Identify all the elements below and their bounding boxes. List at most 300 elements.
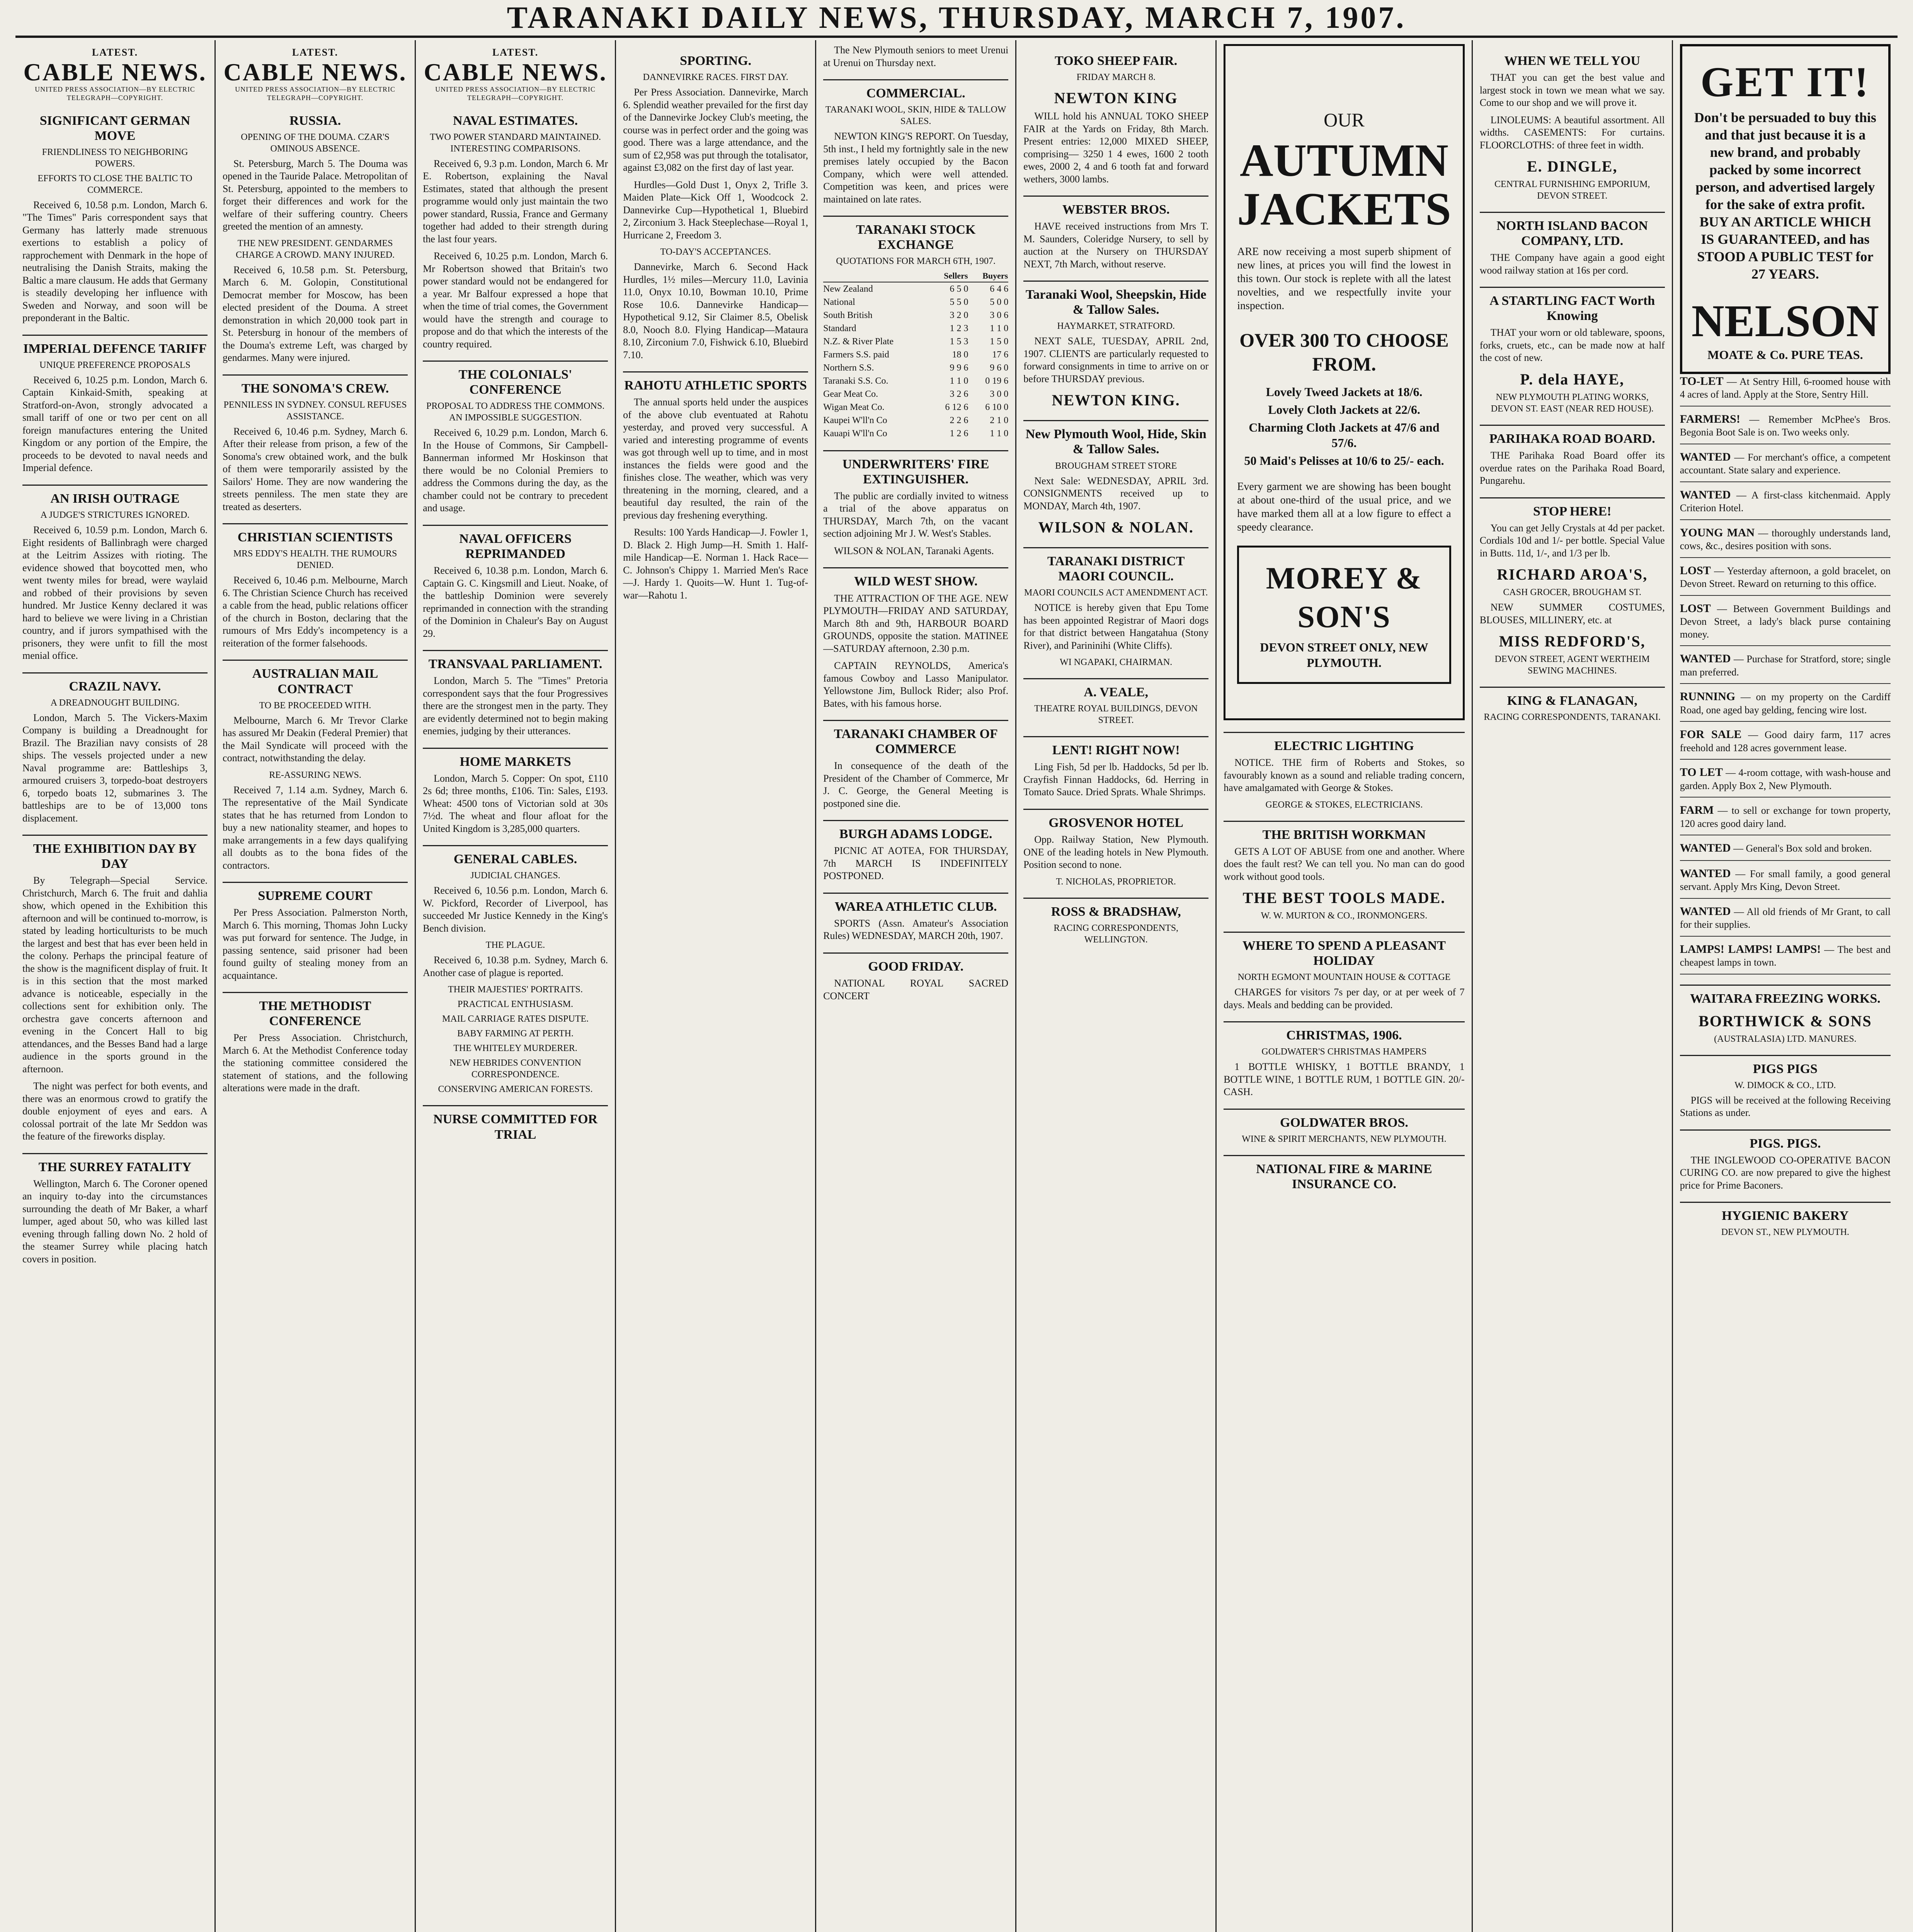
subheading: DEVON ST., NEW PLYMOUTH. (1721, 1227, 1850, 1238)
article-text: Received 6, 10.58 p.m. St. Petersburg, March 6. M. Golopin, Constitutional Democrat member for Moscow, has been elected president of the Douma. A street demonstration in which 20,000 took part in St. Petersburg in honour of the members of the Douma's extreme Left, was charged by gendarmes. Many were injured. (223, 264, 408, 364)
article-text: St. Petersburg, March 5. The Douma was opened in the Tauride Palace. Metropolitan of St. Petersburg, appointed to the members to forget their differences and work for the welfare of their suffering country. Cheers greeted the mention of an amnesty. (223, 158, 408, 232)
subheading: TO-DAY'S ACCEPTANCES. (660, 247, 771, 257)
headline: AN IRISH OUTRAGE (22, 485, 208, 506)
article-text: Received 7, 1.14 a.m. Sydney, March 6. The representative of the Mail Syndicate states that he has returned from London to buy a new nationality steamer, and hopes to make arrangements in a few days qualifying all doubts as to the bona fides of the contractors. (223, 784, 408, 871)
advert-text: NOTICE is hereby given that Epu Tome has been appointed Registrar of Maori dogs for that district between Hangatahua (Stony River), and Parininihi (White Cliffs). (1023, 602, 1209, 651)
article-text: Received 6, 10.46 p.m. Melbourne, March 6. The Christian Science Church has received a cable from the head, public relations officer of the church in Boston, declaring that the rumours of Mrs Eddy's incompetency is a reiteration of the former falsehoods. (223, 575, 408, 649)
classified-ad-title: TO-LET (1680, 374, 1724, 388)
advert-text: PIGS will be received at the following Receiving Stations as under. (1680, 1094, 1891, 1119)
article-text: Received 6, 10.29 p.m. London, March 6. In the House of Commons, Sir Campbell-Bannerman informed Mr Hoskinson that there would be no Colonial Premiers to address the Commons during the day, as the chamber could not be contrary to precedent and usage. (423, 427, 608, 514)
subheading: THE WHITELEY MURDERER. (453, 1043, 577, 1054)
advert-text: WILL hold his ANNUAL TOKO SHEEP FAIR at the Yards on Friday, 8th March. Present entries: 12,000 MIXED SHEEP, comprising— 3250 1 4 ewes, 1600 2 tooth ewes, 2000 2, 4 and 6 tooth fat and forward wethers, 3000 lambs. (1023, 111, 1209, 185)
article-text: Wellington, March 6. The Coroner opened an inquiry to-day into the circumstances surrounding the death of Mr Baker, a wharf lumper, aged about 50, who was killed last evening through falling down No. 2 hold of the steamer Surrey while placing hatch covers in position. (22, 1178, 208, 1265)
headline: CHRISTIAN SCIENTISTS (223, 523, 408, 545)
advert-text: LINOLEUMS: A beautiful assortment. All widths. CASEMENTS: For curtains. FLOORCLOTHS: of three feet in width. (1479, 114, 1665, 151)
advert-text: 1 BOTTLE WHISKY, 1 BOTTLE BRANDY, 1 BOTTLE WINE, 1 BOTTLE RUM, 1 BOTTLE GIN. 20/- CASH. (1224, 1061, 1465, 1098)
headline: WHERE TO SPEND A PLEASANT HOLIDAY (1224, 932, 1464, 968)
advert-text: ARE now receiving a most superb shipment of new lines, at prices you will find the lowest in this town. Our stock is replete with all the latest novelties, and we respectfully invite your inspection. (1237, 245, 1451, 312)
headline: GROSVENOR HOTEL (1023, 809, 1208, 830)
table-cell: 9 6 0 (990, 362, 1009, 373)
advert-text: Don't be persuaded to buy this and that just because it is a new brand, and probably packed by some incorrect person, and advertised largely for the sake of extra profit. (1694, 109, 1876, 212)
brand-name: MOREY & SON'S (1266, 561, 1423, 634)
subheading: TWO POWER STANDARD MAINTAINED. INTERESTING COMPARISONS. (430, 132, 601, 154)
autumn-jackets-advert (1224, 44, 1464, 720)
headline: THE COLONIALS' CONFERENCE (423, 361, 608, 397)
advert-text: Next Sale: WEDNESDAY, APRIL 3rd. CONSIGNMENTS received up to MONDAY, March 4th, 1907. (1023, 475, 1209, 512)
table-cell: 1 5 3 (950, 336, 968, 347)
headline: WAITARA FREEZING WORKS. (1680, 985, 1891, 1006)
table-row (823, 348, 1008, 361)
classified-ad-text: At Sentry Hill, 6-roomed house with 4 acres of land. Apply at the Store, Sentry Hill. (1680, 376, 1891, 400)
subheading: PROPOSAL TO ADDRESS THE COMMONS. AN IMPOSSIBLE SUGGESTION. (426, 401, 605, 423)
classified-ad-text: A first-class kitchenmaid. Apply Criterion Hotel. (1680, 489, 1891, 514)
table-cell: 1 2 6 (950, 428, 968, 439)
headline: NAVAL OFFICERS REPRIMANDED (423, 525, 608, 561)
subheading: NEW PLYMOUTH PLATING WORKS, DEVON ST. EAST (NEAR RED HOUSE). (1491, 392, 1654, 414)
advert-over: OVER 300 TO CHOOSE FROM. (1239, 329, 1449, 375)
table-cell: 3 0 6 (990, 310, 1009, 320)
table-cell: Northern S.S. (823, 362, 874, 373)
subheading: THEATRE ROYAL BUILDINGS, DEVON STREET. (1034, 704, 1198, 726)
subheading: MAIL CARRIAGE RATES DISPUTE. (442, 1014, 589, 1024)
article-text: THE ATTRACTION OF THE AGE. NEW PLYMOUTH—FRIDAY AND SATURDAY, March 8th and 9th, HARBOUR BOARD GROUNDS, opposite the station. MATINEE—SATURDAY afternoon, 2.30 p.m. (823, 592, 1009, 654)
subheading: WI NGAPAKI, CHAIRMAN. (1060, 657, 1173, 668)
headline: IMPERIAL DEFENCE TARIFF (22, 335, 208, 356)
subheading: BROUGHAM STREET STORE (1055, 461, 1177, 471)
subheading: RACING CORRESPONDENTS, TARANAKI. (1484, 712, 1661, 723)
classified-ad-title: FOR SALE (1680, 728, 1742, 741)
subheading: PRACTICAL ENTHUSIASM. (458, 999, 574, 1010)
table-cell: Gear Meat Co. (823, 389, 878, 399)
table-row (823, 414, 1008, 427)
advert-text: NOTICE. THE firm of Roberts and Stokes, so favourably known as a sound and reliable trading concern, have amalgamated with George & Stokes. (1224, 757, 1465, 794)
article-text: Received 6, 10.58 p.m. London, March 6. "The Times" Paris correspondent says that Germany has latterly made strenuous exertions to establish a policy of rapprochement with Denmark in the hope of neutralising the Danish Straits, making the Baltic a mare clausum. He adds that Germany is steadily developing her influence with Sweden and Norway, and soon will be preponderant in the Baltic. (22, 199, 208, 324)
column-4 (616, 40, 816, 1932)
classified-ad: LOST — Between Government Buildings and Devon Street, a lady's black purse containing money. (1680, 601, 1891, 646)
subheading: FRIENDLINESS TO NEIGHBORING POWERS. (42, 147, 188, 169)
headline: GOLDWATER BROS. (1224, 1109, 1464, 1130)
headline: GENERAL CABLES. (423, 845, 608, 867)
headline: PIGS PIGS (1680, 1055, 1891, 1077)
headline: NATIONAL FIRE & MARINE INSURANCE CO. (1224, 1155, 1464, 1192)
article-text: London, March 5. Copper: On spot, £110 2s 6d; three months, £106. Tin: Sales, £193. Wheat: 4500 tons of Victorian sold at 30s 7½d. The wheat and flour afloat for the United Kingdom is 3,285,000 quarters. (423, 772, 608, 834)
table-row (823, 388, 1008, 401)
article-text: SPORTS (Assn. Amateur's Association Rules) WEDNESDAY, MARCH 20th, 1907. (823, 917, 1009, 942)
table-cell: 17 6 (992, 349, 1009, 360)
table-cell: 18 0 (952, 349, 968, 360)
table-cell: 2 1 0 (990, 415, 1009, 425)
advert-text: Ling Fish, 5d per lb. Haddocks, 5d per lb. Crayfish Finnan Haddocks, 6d. Herring in Tomato Sauce. Dried Sprats. Whale Shrimps. (1023, 761, 1209, 798)
subheading: QUOTATIONS FOR MARCH 6TH, 1907. (836, 256, 996, 267)
table-row (823, 374, 1008, 388)
classified-ad: WANTED — A first-class kitchenmaid. Apply Criterion Hotel. (1680, 488, 1891, 520)
table-row (823, 296, 1008, 309)
classified-ad: LAMPS! LAMPS! LAMPS! — The best and cheapest lamps in town. (1680, 942, 1891, 975)
article-text: Hurdles—Gold Dust 1, Onyx 2, Trifle 3. Maiden Plate—Kick Off 1, Woodcock 2. Dannevirke Cup—Hypothetical 1, Bluebird 2, Zirconium 3. Hack Steeplechase—Royal 1, Hurricane 2, Freedom 3. (623, 179, 808, 241)
advert-list-item: 50 Maid's Pelisses at 10/6 to 25/- each. (1244, 453, 1444, 468)
classified-ad-title: FARM (1680, 804, 1714, 816)
advertiser-name: MISS REDFORD'S, (1499, 633, 1646, 650)
headline: SUPREME COURT (223, 882, 408, 903)
subheading: MAORI COUNCILS ACT AMENDMENT ACT. (1024, 588, 1208, 598)
subheading: A JUDGE'S STRICTURES IGNORED. (40, 510, 190, 520)
headline: THE BRITISH WORKMAN (1224, 821, 1464, 842)
article-text: The public are cordially invited to witness a trial of the above apparatus on THURSDAY, March 7th, on the vacant section adjoining Mr J. W. West's Stables. (823, 490, 1009, 539)
table-cell: Farmers S.S. paid (823, 349, 889, 360)
table-row (823, 282, 1008, 296)
advert-text: THAT your worn or old tableware, spoons, forks, cruets, etc., can be made now at half the cost of new. (1479, 327, 1665, 364)
subheading: T. NICHOLAS, PROPRIETOR. (1056, 876, 1176, 887)
table-row (823, 401, 1008, 414)
table-cell: 6 12 6 (945, 402, 968, 412)
article-text: NEWTON KING'S REPORT. On Tuesday, 5th inst., I held my fortnightly sale in the new premises lately occupied by the Bacon Company, which were well attended. Competition was keen, and prices were maintained on late rates. (823, 131, 1009, 205)
classified-ad-title: WANTED (1680, 867, 1731, 880)
cable-latest: LATEST. (92, 47, 138, 58)
article-text: Per Press Association. Dannevirke, March 6. Splendid weather prevailed for the first day of the Dannevirke Jockey Club's meeting, the course was in perfect order and the going was good. There was a large attendance, and the sum of £2,958 was put through the totalisator, against £3,082 on the first day of last year. (623, 87, 808, 173)
headline: CRAZIL NAVY. (22, 672, 208, 694)
article-text: Received 6, 10.46 p.m. Sydney, March 6. After their release from prison, a few of the Sonoma's crew obtained work, and the bulk of them were temporarily assisted by the Sailors' Home. They are now wandering the streets penniless. The men state they are treated as deserters. (223, 425, 408, 512)
headline: NAVAL ESTIMATES. (453, 113, 578, 128)
classified-ad-title: YOUNG MAN (1680, 526, 1755, 539)
table-cell: South British (823, 310, 873, 320)
headline: HYGIENIC BAKERY (1680, 1202, 1891, 1223)
advert-list-item: Lovely Tweed Jackets at 18/6. (1266, 384, 1423, 399)
stock-quotations-table (823, 270, 1008, 440)
classified-ad-text: Remember McPhee's Bros. Begonia Boot Sale is on. Two weeks only. (1680, 413, 1891, 438)
subheading: CONSERVING AMERICAN FORESTS. (438, 1084, 593, 1095)
column-9 (1673, 40, 1898, 1932)
classified-ad-title: WANTED (1680, 842, 1731, 854)
headline: WHEN WE TELL YOU (1504, 54, 1641, 68)
table-body (823, 282, 1008, 440)
column-7 (1217, 40, 1472, 1932)
table-cell: 1 5 0 (990, 336, 1009, 347)
headline: COMMERCIAL. (823, 79, 1008, 101)
article-text: London, March 5. The "Times" Pretoria correspondent says that the four Progressives there are the strongest men in the party. They are evidently determined not to begin making enemies, judging by their utterances. (423, 675, 608, 737)
advert-text: Every garment we are showing has been bought at about one-third of the usual price, and we have marked them all at a low figure to effect a speedy clearance. (1237, 480, 1451, 533)
table-cell: New Zealand (823, 284, 873, 294)
subheading: RACING CORRESPONDENTS, WELLINGTON. (1054, 923, 1179, 945)
headline: TOKO SHEEP FAIR. (1055, 54, 1178, 68)
advert-text: BUY AN ARTICLE WHICH IS GUARANTEED, and has STOOD A PUBLIC TEST for 27 YEARS. (1697, 214, 1874, 282)
cable-title: CABLE NEWS. (424, 58, 607, 86)
article-text: Received 6, 10.38 p.m. Sydney, March 6. Another case of plague is reported. (423, 954, 608, 978)
cable-title: CABLE NEWS. (23, 58, 207, 86)
headline: THE SONOMA'S CREW. (223, 374, 408, 396)
article-text: CAPTAIN REYNOLDS, America's famous Cowboy and Lasso Manipulator. Yellowstone Jim, Bullock Rider; also Prof. Bates, with his famous horse. (823, 660, 1009, 709)
article-text: NATIONAL ROYAL SACRED CONCERT (823, 978, 1009, 1002)
subheading: THE NEW PRESIDENT. GENDARMES CHARGE A CROWD. MANY INJURED. (235, 238, 395, 260)
headline: TARANAKI DISTRICT MAORI COUNCIL. (1023, 547, 1208, 584)
headline: PIGS. PIGS. (1680, 1129, 1891, 1151)
classified-ad-text: Between Government Buildings and Devon Street, a lady's black purse containing money. (1680, 603, 1891, 640)
article-text: London, March 5. The Vickers-Maxim Company is building a Dreadnought for Brazil. The Brazilian navy consists of 28 ships. The vessels projected under a new Naval programme are: Battleships 3, armoured cruisers 3, torpedo-boat destroyers 6, torpedo boats 12, submarines 3. The battleships are to be of 13,000 tons displacement. (22, 712, 208, 824)
headline: WEBSTER BROS. (1023, 196, 1208, 217)
classified-ad-title: WANTED (1680, 488, 1731, 501)
classified-ad-title: WANTED (1680, 652, 1731, 665)
article-text: Dannevirke, March 6. Second Hack Hurdles, 1½ miles—Mercury 11.0, Lavinia 11.0, Onyx 10.10, Bowman 10.10, Prime Rose 10.6. Dannevirke Handicap—Hypothetical 9.12, Sir Claimer 8.5, Obelisk 8.0, Nooch 8.0. Flying Handicap—Mataura 8.10, Zirconium 7.0, Fishwick 6.10, Bluebird 7.10. (623, 261, 808, 361)
classified-ad: FARMERS! — Remember McPhee's Bros. Begonia Boot Sale is on. Two weeks only. (1680, 412, 1891, 444)
subheading: CASH GROCER, BROUGHAM ST. (1503, 587, 1642, 598)
subheading: PENNILESS IN SYDNEY. CONSUL REFUSES ASSISTANCE. (223, 400, 407, 422)
table-cell: 3 2 6 (950, 389, 968, 399)
table-cell: National (823, 297, 855, 307)
subheading: EFFORTS TO CLOSE THE BALTIC TO COMMERCE. (37, 173, 192, 195)
advert-text: NEW SUMMER COSTUMES, BLOUSES, MILLINERY, etc. at (1479, 602, 1665, 626)
headline: RUSSIA. (289, 113, 341, 128)
headline: THE METHODIST CONFERENCE (223, 992, 408, 1029)
headline: A. VEALE, (1023, 678, 1208, 700)
subheading: CENTRAL FURNISHING EMPORIUM, DEVON STREET. (1494, 179, 1650, 201)
column-5 (816, 40, 1016, 1932)
headline: TARANAKI CHAMBER OF COMMERCE (823, 720, 1008, 757)
get-it-advert (1680, 44, 1891, 374)
table-cell: 1 1 0 (990, 323, 1009, 333)
headline: CHRISTMAS, 1906. (1224, 1021, 1464, 1043)
column-6 (1016, 40, 1217, 1932)
table-cell: 3 0 0 (990, 389, 1009, 399)
table-cell: 5 5 0 (950, 297, 968, 307)
article-text: Per Press Association. Palmerston North, March 6. This morning, Thomas John Lucky was put forward for sentence. The Judge, in passing sentence, said prisoner had been found guilty of stealing money from an acquaintance. (223, 907, 408, 981)
subheading: GOLDWATER'S CHRISTMAS HAMPERS (1261, 1047, 1427, 1057)
classified-ad-title: WANTED (1680, 905, 1731, 918)
subheading: A DREADNOUGHT BUILDING. (50, 697, 180, 708)
classified-ad: WANTED — Purchase for Stratford, store; single man preferred. (1680, 651, 1891, 684)
table-header-cell: Sellers (930, 270, 968, 282)
advert-text: THE Parihaka Road Board offer its overdue rates on the Parihaka Road Board, Pungarehu. (1479, 450, 1665, 486)
advert-text: NEXT SALE, TUESDAY, APRIL 2nd, 1907. CLIENTS are particularly requested to forward consignments in time to arrive on or before THURSDAY previous. (1023, 335, 1209, 384)
classified-ad: YOUNG MAN — thoroughly understands land, cows, &c., desires position with sons. (1680, 526, 1891, 558)
classified-ad-text: Good dairy farm, 117 acres freehold and 128 acres government lease. (1680, 729, 1891, 753)
article-text: Received 6, 10.59 p.m. London, March 6. Eight residents of Ballinbragh were charged at the Leitrim Assizes with rioting. The evidence showed that boycotted men, who went twenty miles for bread, were waylaid and robbed of their provisions by seven hundred. Mr Justice Kenny declared it was hard to believe we were living in a Christian country, and if jurors sympathised with the prisoners, they were unfit to fill the most menial office. (22, 524, 208, 662)
cable-credit: UNITED PRESS ASSOCIATION—BY ELECTRIC TELEGRAPH—COPYRIGHT. (435, 85, 596, 102)
classified-ad: WANTED — For merchant's office, a competent accountant. State salary and experience. (1680, 450, 1891, 482)
article-text: Received 6, 10.25 p.m. London, March 6. Captain Kinkaid-Smith, speaking at Stratford-on-Avon, strongly advocated a small tariff of one or two per cent on all foreign manufactures entering the United Kingdom or any portion of the Empire, the proceeds to be devoted to naval needs and Imperial defence. (22, 374, 208, 474)
columns-grid (15, 40, 1898, 1932)
subheading: TO BE PROCEEDED WITH. (259, 700, 371, 711)
advert-list-item: Charming Cloth Jackets at 47/6 and 57/6. (1249, 420, 1440, 450)
table-row (823, 361, 1008, 374)
advert-text: THAT you can get the best value and largest stock in town we mean what we say. Come to our shop and we will prove it. (1479, 72, 1665, 109)
classified-ad: TO-LET — At Sentry Hill, 6-roomed house with 4 acres of land. Apply at the Store, Sentry Hill. (1680, 374, 1891, 406)
advert-title: AUTUMN JACKETS (1237, 134, 1451, 235)
headline: New Plymouth Wool, Hide, Skin & Tallow Sales. (1023, 420, 1208, 457)
headline: NORTH ISLAND BACON COMPANY, LTD. (1480, 212, 1665, 248)
headline: ELECTRIC LIGHTING (1224, 732, 1464, 753)
table-cell: 9 9 6 (950, 362, 968, 373)
article-text: The annual sports held under the auspices of the above club eventuated at Rahotu yesterday, and proved very successful. A varied and interesting programme of events was got through well up to time, and in most instances the fields were good and the finishes close. The weather, which was very threatening in the morning, cleared, and a beautiful day resulted, the rain of the previous day freshening everything. (623, 396, 808, 521)
subheading: HAYMARKET, STRATFORD. (1057, 321, 1175, 332)
table-cell: 1 2 3 (950, 323, 968, 333)
advert-our: OUR (1324, 109, 1365, 131)
subheading: THEIR MAJESTIES' PORTRAITS. (448, 985, 583, 995)
subheading: BABY FARMING AT PERTH. (457, 1029, 574, 1039)
advert-text: GETS A LOT OF ABUSE from one and another. Where does the fault rest? We can tell you. No man can do good work without good tools. (1224, 845, 1465, 882)
cable-title: CABLE NEWS. (223, 58, 407, 86)
headline: BURGH ADAMS LODGE. (823, 820, 1008, 842)
classified-ad-title: TO LET (1680, 766, 1723, 779)
classified-ad-text: For merchant's office, a competent accountant. State salary and experience. (1680, 451, 1891, 476)
subheading: (AUSTRALASIA) LTD. MANURES. (1714, 1034, 1857, 1044)
advertiser-name: WILSON & NOLAN. (1038, 519, 1194, 536)
table-cell: 1 1 0 (950, 376, 968, 386)
subheading: RE-ASSURING NEWS. (269, 770, 361, 780)
advert-text: Opp. Railway Station, New Plymouth. ONE of the leading hotels in New Plymouth. Position second to none. (1023, 834, 1209, 871)
headline: WAREA ATHLETIC CLUB. (823, 893, 1008, 914)
table-row (823, 335, 1008, 348)
headline: SIGNIFICANT GERMAN MOVE (39, 113, 191, 143)
article-text: PICNIC AT AOTEA, FOR THURSDAY, 7th MARCH IS INDEFINITELY POSTPONED. (823, 845, 1009, 882)
classified-ad: TO LET — 4-room cottage, with wash-house and garden. Apply Box 2, New Plymouth. (1680, 765, 1891, 798)
subheading: JUDICIAL CHANGES. (470, 871, 560, 881)
advert-text: You can get Jelly Crystals at 4d per packet. Cordials 10d and 1/- per bottle. Special Value in Butts. 11d, 1/-, and 1/3 per lb. (1479, 522, 1665, 559)
classified-ad: WANTED — All old friends of Mr Grant, to call for their supplies. (1680, 904, 1891, 937)
table-cell: 6 10 0 (985, 402, 1009, 412)
headline: THE EXHIBITION DAY BY DAY (22, 835, 208, 871)
table-row (823, 309, 1008, 322)
subheading: FRIDAY MARCH 8. (1076, 72, 1156, 83)
table-cell: 1 1 0 (990, 428, 1009, 439)
brand-sub: MOATE & Co. PURE TEAS. (1707, 347, 1863, 362)
article-text: WILSON & NOLAN, Taranaki Agents. (834, 545, 994, 556)
article-text: The night was perfect for both events, and there was an enormous crowd to gratify the double enjoyment of eyes and ears. A colossal portrait of the late Mr Seddon was the feature of the fireworks display. (22, 1080, 208, 1142)
headline: WILD WEST SHOW. (823, 567, 1008, 589)
classified-ad-title: FARMERS! (1680, 412, 1740, 425)
subheading: UNIQUE PREFERENCE PROPOSALS (39, 360, 191, 370)
classified-ad-text: All old friends of Mr Grant, to call for their supplies. (1680, 906, 1891, 930)
headline: PARIHAKA ROAD BOARD. (1480, 425, 1665, 446)
advertiser-name: NEWTON KING (1054, 89, 1178, 107)
subheading: GEORGE & STOKES, ELECTRICIANS. (1265, 799, 1423, 810)
subheading: NEW HEBRIDES CONVENTION CORRESPONDENCE. (449, 1058, 582, 1080)
table-cell: 2 2 6 (950, 415, 968, 425)
subheading: W. DIMOCK & CO., LTD. (1734, 1080, 1836, 1090)
advert-list-item: Lovely Cloth Jackets at 22/6. (1268, 402, 1420, 417)
cable-credit: UNITED PRESS ASSOCIATION—BY ELECTRIC TELEGRAPH—COPYRIGHT. (35, 85, 195, 102)
headline: KING & FLANAGAN, (1480, 687, 1665, 708)
classified-ad-text: thoroughly understands land, cows, &c., desires position with sons. (1680, 527, 1891, 551)
headline: TRANSVAAL PARLIAMENT. (423, 650, 608, 672)
headline: AUSTRALIAN MAIL CONTRACT (223, 660, 408, 696)
masthead: TARANAKI DAILY NEWS, THURSDAY, MARCH 7, 1907. (15, 0, 1898, 38)
classified-ad-text: Purchase for Stratford, store; single man preferred. (1680, 653, 1891, 678)
advertiser-name: P. dela HAYE, (1520, 370, 1625, 388)
headline: RAHOTU ATHLETIC SPORTS (623, 371, 808, 393)
brand-address: DEVON STREET ONLY, NEW PLYMOUTH. (1260, 640, 1428, 670)
advertiser-name: THE BEST TOOLS MADE. (1242, 889, 1446, 907)
cable-latest: LATEST. (492, 47, 539, 58)
advert-text: THE Company have again a good eight wood railway station at 16s per cord. (1479, 252, 1665, 276)
classified-ad-title: LOST (1680, 564, 1711, 577)
subheading: WINE & SPIRIT MERCHANTS, NEW PLYMOUTH. (1242, 1134, 1447, 1145)
column-3 (416, 40, 616, 1932)
classified-ad-text: to sell or exchange for town property, 120 acres good dairy land. (1680, 805, 1891, 829)
table-cell: 5 0 0 (990, 297, 1009, 307)
classified-ad-title: LOST (1680, 602, 1711, 615)
article-text: Received 6, 10.38 p.m. London, March 6. Captain G. C. Kingsmill and Lieut. Noake, of the battleship Dominion were severely reprimanded in connection with the stranding of the Dominion in Chaleur's Bay on August 29. (423, 565, 608, 639)
subheading: THE PLAGUE. (485, 940, 545, 951)
article-text: Received 6, 10.25 p.m. London, March 6. Mr Robertson showed that Britain's two power standard would not be endangered for a year. Mr Balfour expressed a hope that when the time of trial comes, the Government would have the strength and courage to propose and do that which the interests of the country required. (423, 250, 608, 350)
classified-ad: WANTED — For small family, a good general servant. Apply Mrs King, Devon Street. (1680, 866, 1891, 899)
article-text: The New Plymouth seniors to meet Urenui at Urenui on Thursday next. (823, 44, 1009, 68)
classified-ad: FARM — to sell or exchange for town property, 120 acres good dairy land. (1680, 803, 1891, 835)
article-text: Received 6, 10.56 p.m. London, March 6. W. Pickford, Recorder of Liverpool, has succeeded Mr Justice Kennedy in the King's Bench division. (423, 885, 608, 934)
cable-credit: UNITED PRESS ASSOCIATION—BY ELECTRIC TELEGRAPH—COPYRIGHT. (235, 85, 395, 102)
table-header-cell: Buyers (968, 270, 1009, 282)
advert-text: THE INGLEWOOD CO-OPERATIVE BACON CURING CO. are now prepared to give the highest price for Prime Baconers. (1680, 1154, 1891, 1191)
classified-ad-title: WANTED (1680, 450, 1731, 463)
brand-box (1237, 546, 1451, 684)
headline: A STARTLING FACT Worth Knowing (1480, 287, 1665, 323)
advertiser-name: BORTHWICK & SONS (1699, 1012, 1872, 1030)
table-header-row (823, 270, 1008, 282)
headline: SPORTING. (680, 54, 752, 68)
table-cell: N.Z. & River Plate (823, 336, 894, 347)
classified-ad-text: The best and cheapest lamps in town. (1680, 944, 1891, 968)
advert-text: CHARGES for visitors 7s per day, or at per week of 7 days. Meals and bedding can be provided. (1224, 986, 1465, 1010)
column-2 (216, 40, 416, 1932)
classified-ad-text: on my property on the Cardiff Road, one aged bay gelding, fencing wire lost. (1680, 691, 1891, 716)
table-header-cell (823, 270, 930, 282)
headline: Taranaki Wool, Sheepskin, Hide & Tallow Sales. (1023, 281, 1208, 317)
article-text: Per Press Association. Christchurch, March 6. At the Methodist Conference today the stationing committee considered the statement of stations, and the following alterations were made in the draft. (223, 1032, 408, 1094)
headline: GOOD FRIDAY. (823, 952, 1008, 974)
table-row (823, 322, 1008, 335)
table-cell: Taranaki S.S. Co. (823, 376, 888, 386)
article-text: Received 6, 9.3 p.m. London, March 6. Mr E. Robertson, explaining the Naval Estimates, stated that although the present programme would only just maintain the two power standard, Russia, France and Germany together had added to their strength during the last four years. (423, 158, 608, 245)
article-text: By Telegraph—Special Service. Christchurch, March 6. The fruit and dahlia show, which opened in the Exhibition this afternoon and will be continued to-morrow, is stated by leading horticulturists to be much the largest and best that has ever been held in the colony. Perhaps the principal feature of the show is the magnificent display of fruit. It is in this section that the most marked advance is noticeable, especially in the collections sent for exhibition only. The orchestra gave concerts afternoon and evening in the Concert Hall to big attendances, and the Besses Band had a large audience in the sports ground in the afternoon. (22, 875, 208, 1075)
classified-ad: FOR SALE — Good dairy farm, 117 acres freehold and 128 acres government lease. (1680, 727, 1891, 760)
headline: NURSE COMMITTED FOR TRIAL (423, 1105, 608, 1142)
classified-ad-text: General's Box sold and broken. (1746, 843, 1872, 854)
advert-text: HAVE received instructions from Mrs T. M. Saunders, Coleridge Nursery, to sell by auction at the Nursery on THURSDAY NEXT, 7th March, without reserve. (1023, 221, 1209, 270)
subheading: NORTH EGMONT MOUNTAIN HOUSE & COTTAGE (1237, 972, 1451, 983)
table-cell: 0 19 6 (985, 376, 1009, 386)
headline: THE SURREY FATALITY (22, 1153, 208, 1175)
table-cell: Wigan Meat Co. (823, 402, 885, 412)
table-cell: 6 4 6 (990, 284, 1009, 294)
table-row (823, 427, 1008, 440)
headline: UNDERWRITERS' FIRE EXTINGUISHER. (823, 450, 1008, 487)
brand-name: NELSON (1691, 295, 1879, 346)
subheading: DEVON STREET, AGENT WERTHEIM SEWING MACHINES. (1494, 654, 1650, 676)
classified-ad-title: RUNNING (1680, 690, 1736, 703)
article-text: Results: 100 Yards Handicap—J. Fowler 1, D. Black 2. High Jump—H. Smith 1. Half-mile Handicap—E. Norman 1. Hack Race—C. Johnson's Chippy 1. Married Men's Race—J. Hardy 1. Quoits—W. Hunt 1. Tug-of-war—Rahotu 1. (623, 527, 808, 601)
column-1 (15, 40, 216, 1932)
subheading: TARANAKI WOOL, SKIN, HIDE & TALLOW SALES. (825, 105, 1006, 127)
advertiser-name: NEWTON KING. (1052, 391, 1180, 409)
table-cell: 3 2 0 (950, 310, 968, 320)
classified-ad: RUNNING — on my property on the Cardiff Road, one aged bay gelding, fencing wire lost. (1680, 689, 1891, 722)
headline: HOME MARKETS (423, 748, 608, 769)
classified-ad-text: 4-room cottage, with wash-house and garden. Apply Box 2, New Plymouth. (1680, 767, 1891, 791)
subheading: DANNEVIRKE RACES. FIRST DAY. (643, 72, 788, 83)
column-8 (1473, 40, 1673, 1932)
table-cell: Standard (823, 323, 856, 333)
classified-ads (1680, 374, 1891, 975)
headline: LENT! RIGHT NOW! (1023, 736, 1208, 758)
headline: ROSS & BRADSHAW, (1023, 898, 1208, 919)
subheading: MRS EDDY'S HEALTH. THE RUMOURS DENIED. (233, 549, 397, 571)
classified-ad: LOST — Yesterday afternoon, a gold bracelet, on Devon Street. Reward on returning to this office. (1680, 563, 1891, 596)
table-cell: 6 5 0 (950, 284, 968, 294)
advertiser-name: RICHARD AROA'S, (1497, 566, 1648, 583)
advert-title: GET IT! (1700, 58, 1870, 105)
article-text: Melbourne, March 6. Mr Trevor Clarke has assured Mr Deakin (Federal Premier) that the Mail Syndicate will proceed with the contract, notwithstanding the delay. (223, 714, 408, 764)
cable-latest: LATEST. (292, 47, 339, 58)
subheading: OPENING OF THE DOUMA. CZAR'S OMINOUS ABSENCE. (241, 132, 390, 154)
headline: STOP HERE! (1480, 497, 1665, 519)
